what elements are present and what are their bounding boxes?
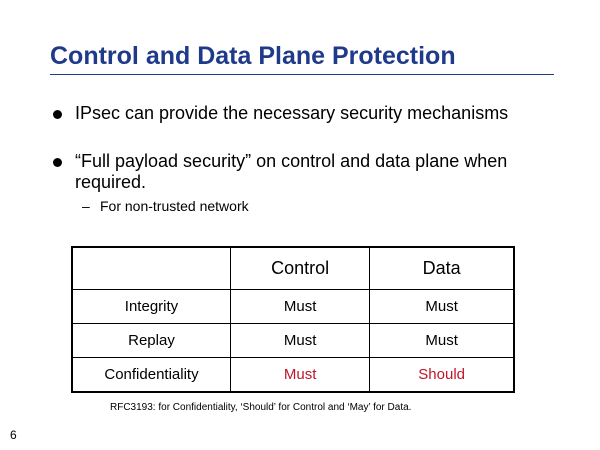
row-label: Confidentiality — [72, 358, 230, 393]
bullet-dot-icon — [53, 110, 62, 119]
table-row — [72, 290, 514, 324]
slide-title: Control and Data Plane Protection — [50, 42, 456, 70]
data-cell: Should — [370, 358, 514, 393]
dash-icon: – — [82, 198, 90, 214]
control-cell: Must — [230, 290, 369, 324]
control-cell: Must — [230, 358, 369, 393]
title-divider — [50, 74, 554, 75]
page-number: 6 — [10, 428, 17, 442]
bullet-text: “Full payload security” on control and data plane when required. — [75, 151, 508, 192]
sub-bullet-item — [82, 198, 249, 215]
control-cell: Must — [230, 324, 369, 358]
row-label: Integrity — [72, 290, 230, 324]
table-row — [72, 324, 514, 358]
table-header-row — [72, 247, 514, 290]
protection-table — [71, 246, 515, 393]
row-label: Replay — [72, 324, 230, 358]
table-header-data: Data — [370, 247, 514, 290]
bullet-text: IPsec can provide the necessary security mechanisms — [75, 103, 509, 123]
data-cell: Must — [370, 290, 514, 324]
table-header-cell — [72, 247, 230, 290]
sub-bullet-text: For non-trusted network — [100, 198, 249, 214]
footnote: RFC3193: for Confidentiality, ‘Should’ for Control and ‘May’ for Data. — [110, 402, 412, 413]
table-row — [72, 358, 514, 393]
data-cell: Must — [370, 324, 514, 358]
bullet-dot-icon — [53, 158, 62, 167]
table-header-control: Control — [230, 247, 369, 290]
